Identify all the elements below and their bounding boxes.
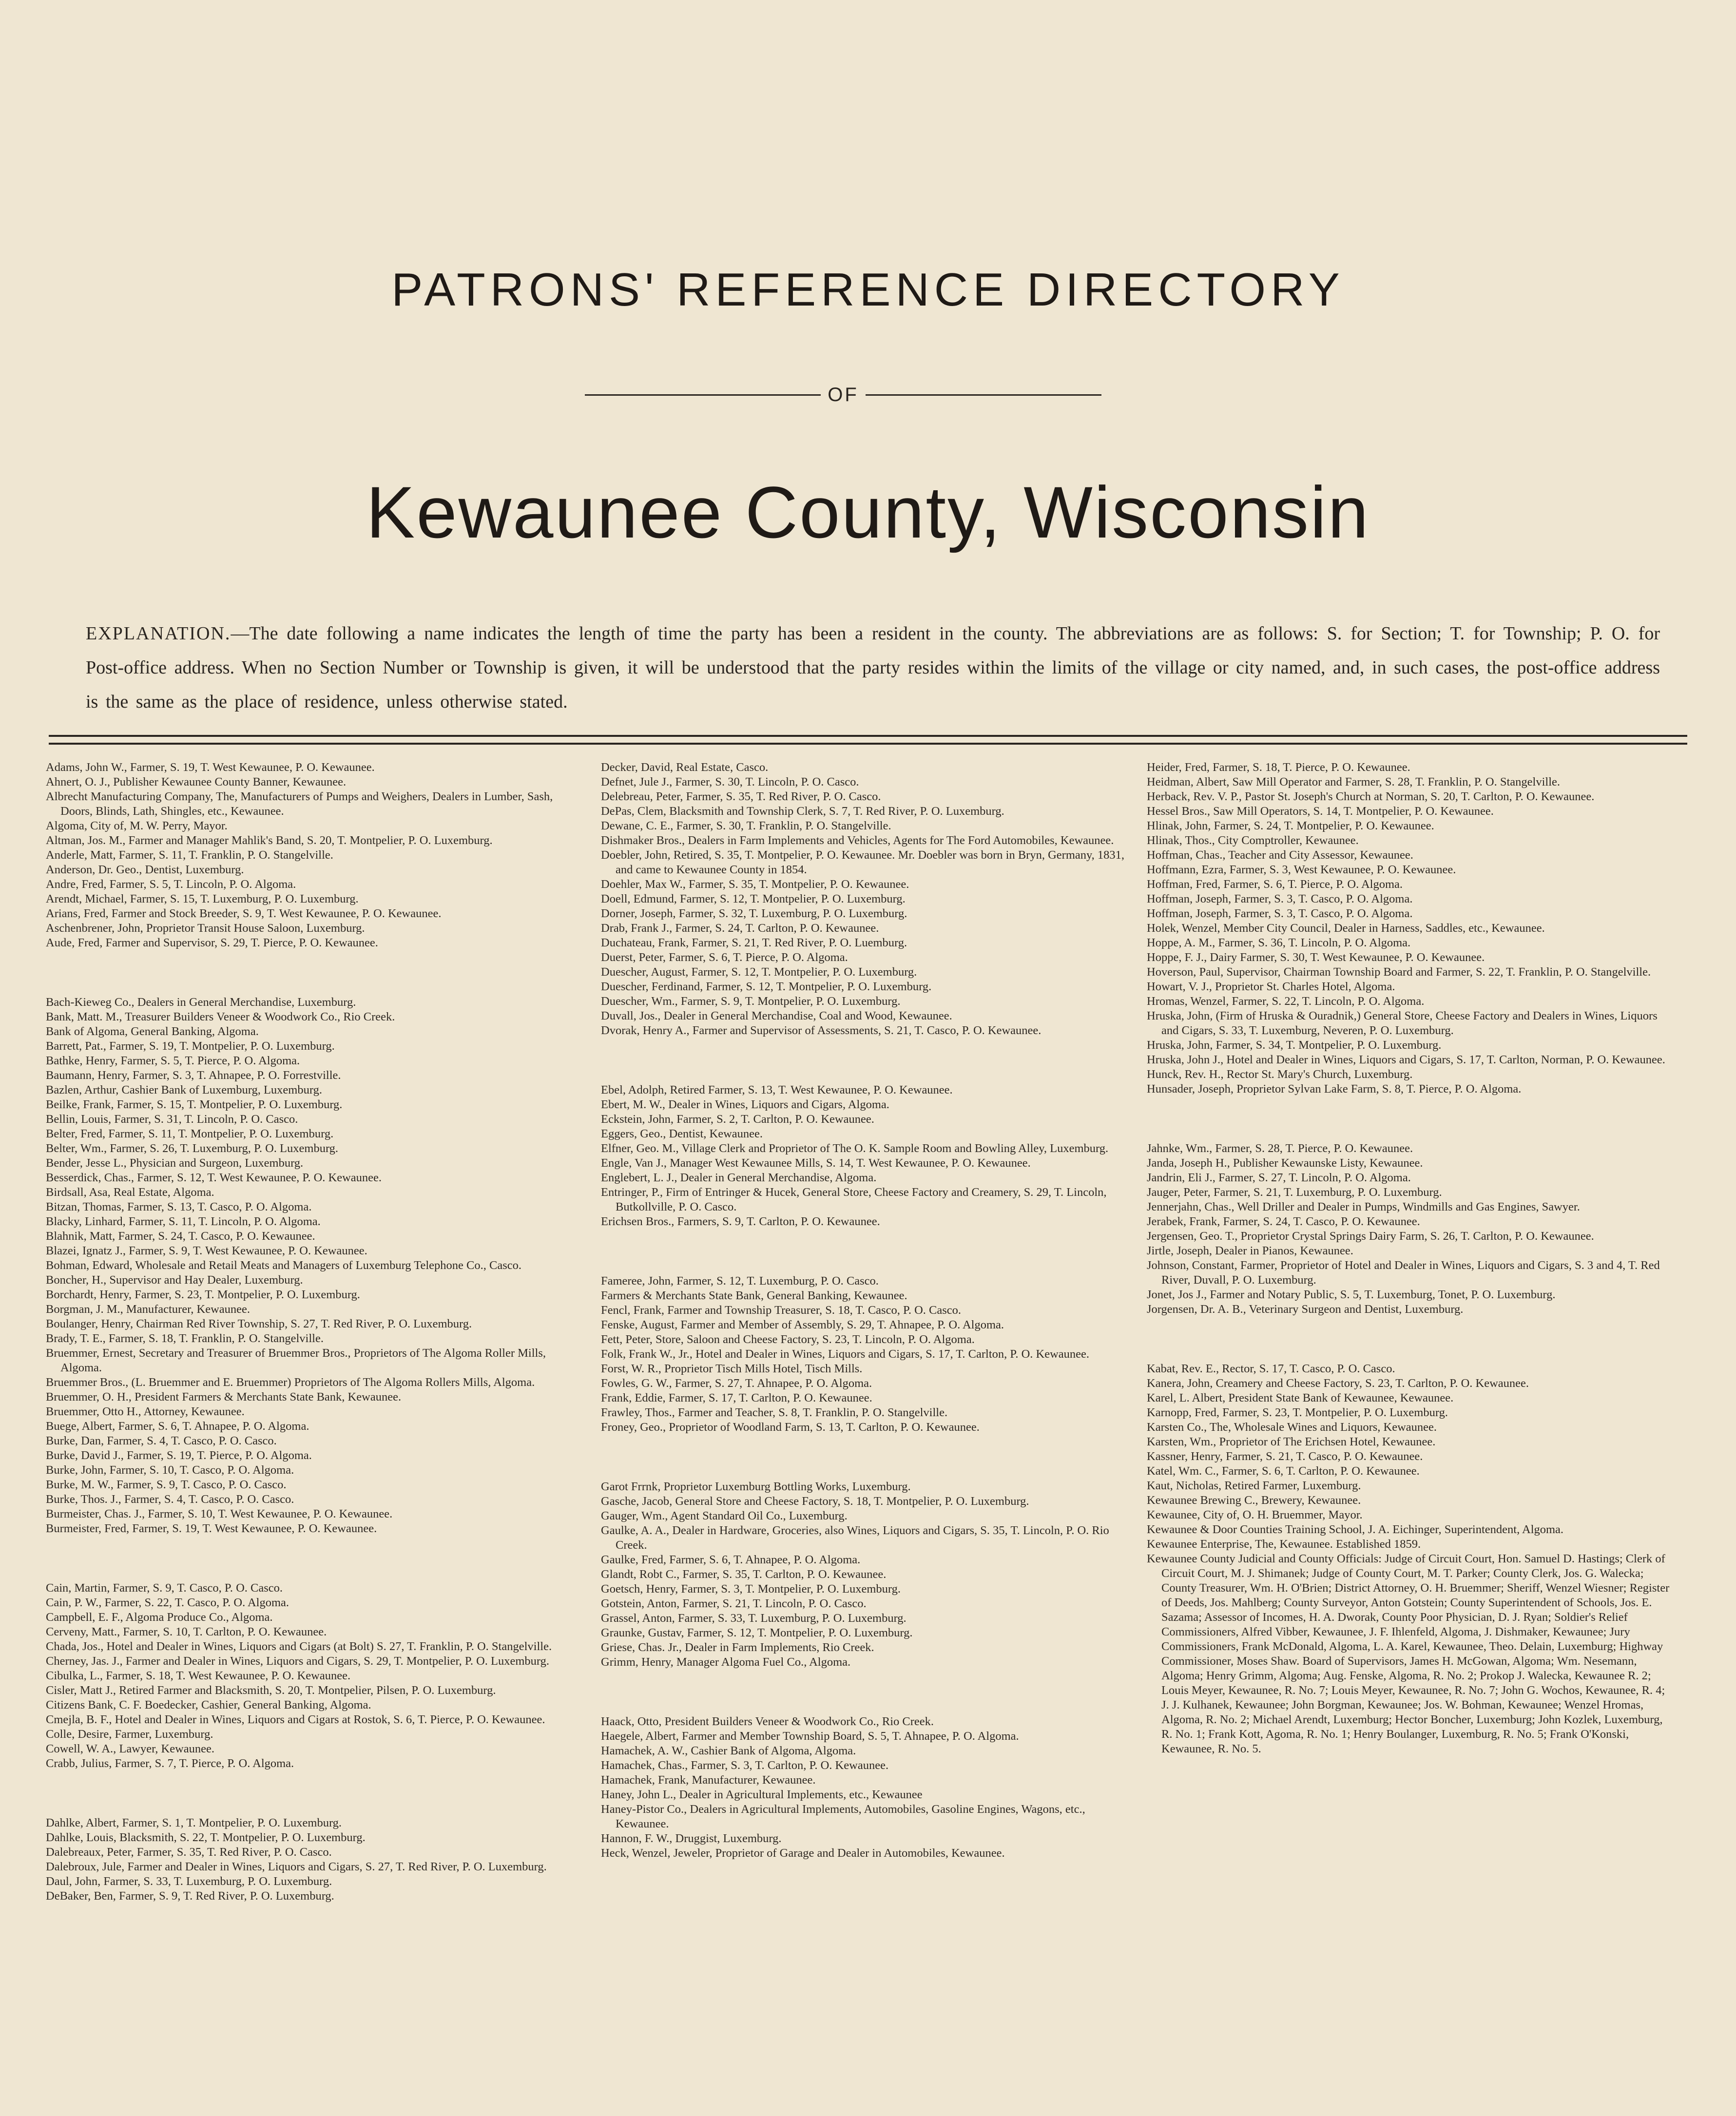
directory-column-1 [46,760,572,1948]
directory-entry: Erichsen Bros., Farmers, S. 9, T. Carlton, P. O. Kewaunee. [601,1215,880,1228]
directory-section [601,1083,1127,1229]
directory-entry: Jennerjahn, Chas., Well Driller and Dealer in Pumps, Windmills and Gas Engines, Sawyer. [1147,1200,1580,1213]
directory-entry: Buege, Albert, Farmer, S. 6, T. Ahnapee, P. O. Algoma. [46,1420,309,1433]
directory-entry: Frank, Eddie, Farmer, S. 17, T. Carlton, P. O. Kewaunee. [601,1391,872,1404]
directory-entry: Gotstein, Anton, Farmer, S. 21, T. Lincoln, P. O. Casco. [601,1597,867,1610]
directory-entry: Grassel, Anton, Farmer, S. 33, T. Luxemburg, P. O. Luxemburg. [601,1612,907,1625]
directory-entry: Dishmaker Bros., Dealers in Farm Implements and Vehicles, Agents for The Ford Automobiles, Kewaunee. [601,834,1114,847]
directory-entry: Fowles, G. W., Farmer, S. 27, T. Ahnapee, P. O. Algoma. [601,1377,872,1390]
directory-entry: Cain, P. W., Farmer, S. 22, T. Casco, P. O. Algoma. [46,1596,289,1609]
directory-entry: Cerveny, Matt., Farmer, S. 10, T. Carlton, P. O. Kewaunee. [46,1625,327,1638]
directory-entry: Hamachek, Chas., Farmer, S. 3, T. Carlton, P. O. Kewaunee. [601,1759,889,1772]
directory-entry: Ahnert, O. J., Publisher Kewaunee County Banner, Kewaunee. [46,775,347,789]
directory-entry: Duchateau, Frank, Farmer, S. 21, T. Red River, P. O. Luemburg. [601,936,907,949]
directory-entry: Howart, V. J., Proprietor St. Charles Hotel, Algoma. [1147,980,1395,993]
directory-entry: Campbell, E. F., Algoma Produce Co., Algoma. [46,1611,273,1624]
directory-entry: Daul, John, Farmer, S. 33, T. Luxemburg, P. O. Luxemburg. [46,1875,332,1888]
directory-entry: Duescher, August, Farmer, S. 12, T. Montpelier, P. O. Luxemburg. [601,965,917,979]
directory-entry: Albrecht Manufacturing Company, The, Manufacturers of Pumps and Weighers, Dealers in Lumber, Sash, Doors, Blinds, Lath, Shingles, etc., Kewaunee. [46,790,553,818]
directory-section [601,1480,1127,1670]
directory-entry: Aude, Fred, Farmer and Supervisor, S. 29, T. Pierce, P. O. Kewaunee. [46,936,378,949]
directory-entry: Engle, Van J., Manager West Kewaunee Mills, S. 14, T. West Kewaunee, P. O. Kewaunee. [601,1156,1031,1170]
directory-entry: Graunke, Gustav, Farmer, S. 12, T. Montpelier, P. O. Luxemburg. [601,1626,913,1639]
directory-entry: Bruemmer, Otto H., Attorney, Kewaunee. [46,1405,245,1418]
directory-entry: Gaulke, Fred, Farmer, S. 6, T. Ahnapee, P. O. Algoma. [601,1553,861,1566]
directory-entry: Entringer, P., Firm of Entringer & Hucek, General Store, Cheese Factory and Creamery, S. 29, T. Lincoln, Butkollville, P. O. Casco. [601,1186,1107,1213]
directory-entry: Gaulke, A. A., Dealer in Hardware, Groceries, also Wines, Liquors and Cigars, S. 35, T. Lincoln, P. O. Rio Creek. [601,1524,1109,1552]
directory-entry: DePas, Clem, Blacksmith and Township Clerk, S. 7, T. Red River, P. O. Luxemburg. [601,805,1004,818]
directory-section [1147,1141,1673,1317]
directory-entry: Duerst, Peter, Farmer, S. 6, T. Pierce, P. O. Algoma. [601,951,848,964]
directory-entry: Boncher, H., Supervisor and Hay Dealer, Luxemburg. [46,1273,303,1287]
directory-entry: Burke, David J., Farmer, S. 19, T. Pierce, P. O. Algoma. [46,1449,312,1462]
directory-entry: Anderson, Dr. Geo., Dentist, Luxemburg. [46,863,244,876]
directory-entry: Hlinak, John, Farmer, S. 24, T. Montpelier, P. O. Kewaunee. [1147,819,1434,832]
directory-entry: Bellin, Louis, Farmer, S. 31, T. Lincoln, P. O. Casco. [46,1113,298,1126]
double-rule-divider [49,735,1687,745]
directory-entry: Barrett, Pat., Farmer, S. 19, T. Montpelier, P. O. Luxemburg. [46,1039,335,1053]
directory-entry: Kewaunee & Door Counties Training School, J. A. Eichinger, Superintendent, Algoma. [1147,1523,1564,1536]
directory-entry: Jergensen, Geo. T., Proprietor Crystal Springs Dairy Farm, S. 26, T. Carlton, P. O. Kewaunee. [1147,1230,1594,1243]
directory-entry: Algoma, City of, M. W. Perry, Mayor. [46,819,228,832]
directory-entry: Folk, Frank W., Jr., Hotel and Dealer in Wines, Liquors and Cigars, S. 17, T. Carlton, P. O. Kewaunee. [601,1347,1090,1361]
directory-entry: Haney-Pistor Co., Dealers in Agricultural Implements, Automobiles, Gasoline Engines, Wagons, etc., Kewaunee. [601,1803,1085,1830]
directory-entry: Froney, Geo., Proprietor of Woodland Farm, S. 13, T. Carlton, P. O. Kewaunee. [601,1421,980,1434]
directory-entry: Hoffman, Chas., Teacher and City Assessor, Kewaunee. [1147,848,1413,862]
directory-entry: Heck, Wenzel, Jeweler, Proprietor of Garage and Dealer in Automobiles, Kewaunee. [601,1847,1005,1860]
directory-entry: Jahnke, Wm., Farmer, S. 28, T. Pierce, P. O. Kewaunee. [1147,1142,1413,1155]
directory-entry: Goetsch, Henry, Farmer, S. 3, T. Montpelier, P. O. Luxemburg. [601,1582,901,1596]
directory-entry: Bank, Matt. M., Treasurer Builders Veneer & Woodwork Co., Rio Creek. [46,1010,395,1023]
directory-entry: Fenske, August, Farmer and Member of Assembly, S. 29, T. Ahnapee, P. O. Algoma. [601,1318,1004,1331]
directory-entry: Dahlke, Louis, Blacksmith, S. 22, T. Montpelier, P. O. Luxemburg. [46,1831,366,1844]
directory-section [46,1581,572,1771]
directory-entry: Hoppe, A. M., Farmer, S. 36, T. Lincoln, P. O. Algoma. [1147,936,1411,949]
directory-entry: Hoverson, Paul, Supervisor, Chairman Township Board and Farmer, S. 22, T. Franklin, P. O. Stangelville. [1147,965,1651,979]
directory-entry: Colle, Desire, Farmer, Luxemburg. [46,1728,213,1741]
directory-section [601,1274,1127,1435]
directory-entry: Bohman, Edward, Wholesale and Retail Meats and Managers of Luxemburg Telephone Co., Casco. [46,1259,522,1272]
directory-entry: Eggers, Geo., Dentist, Kewaunee. [601,1127,763,1140]
directory-entry: Karnopp, Fred, Farmer, S. 23, T. Montpelier, P. O. Luxemburg. [1147,1406,1448,1419]
directory-entry: Fencl, Frank, Farmer and Township Treasurer, S. 18, T. Casco, P. O. Casco. [601,1304,962,1317]
directory-entry: Crabb, Julius, Farmer, S. 7, T. Pierce, P. O. Algoma. [46,1757,294,1770]
directory-entry: Glandt, Robt C., Farmer, S. 35, T. Carlton, P. O. Kewaunee. [601,1568,887,1581]
directory-entry: Blacky, Linhard, Farmer, S. 11, T. Lincoln, P. O. Algoma. [46,1215,321,1228]
directory-entry: Doell, Edmund, Farmer, S. 12, T. Montpelier, P. O. Luxemburg. [601,892,906,905]
directory-entry: Altman, Jos. M., Farmer and Manager Mahlik's Band, S. 20, T. Montpelier, P. O. Luxemburg. [46,834,493,847]
directory-entry: Hlinak, Thos., City Comptroller, Kewaunee. [1147,834,1359,847]
directory-entry: Hruska, John, Farmer, S. 34, T. Montpelier, P. O. Luxemburg. [1147,1039,1442,1052]
directory-entry: Delebreau, Peter, Farmer, S. 35, T. Red River, P. O. Casco. [601,790,881,803]
directory-entry: Heidman, Albert, Saw Mill Operator and Farmer, S. 28, T. Franklin, P. O. Stangelville. [1147,775,1561,789]
directory-entry: Frawley, Thos., Farmer and Teacher, S. 8, T. Franklin, P. O. Stangelville. [601,1406,948,1419]
directory-entry: Bathke, Henry, Farmer, S. 5, T. Pierce, P. O. Algoma. [46,1054,300,1067]
directory-entry: Haack, Otto, President Builders Veneer & Woodwork Co., Rio Creek. [601,1715,934,1728]
directory-entry: Decker, David, Real Estate, Casco. [601,761,769,774]
directory-entry: Duvall, Jos., Dealer in General Merchandise, Coal and Wood, Kewaunee. [601,1009,952,1022]
directory-entry: Bazlen, Arthur, Cashier Bank of Luxemburg, Luxemburg. [46,1083,322,1096]
directory-entry: Heider, Fred, Farmer, S. 18, T. Pierce, P. O. Kewaunee. [1147,761,1410,774]
directory-entry: Duescher, Ferdinand, Farmer, S. 12, T. Montpelier, P. O. Luxemburg. [601,980,932,993]
divider-rule-right [866,394,1101,396]
directory-entry: Griese, Chas. Jr., Dealer in Farm Implements, Rio Creek. [601,1641,874,1654]
directory-entry: Forst, W. R., Proprietor Tisch Mills Hotel, Tisch Mills. [601,1362,863,1375]
directory-entry: Jorgensen, Dr. A. B., Veterinary Surgeon and Dentist, Luxemburg. [1147,1303,1464,1316]
directory-entry: Hruska, John, (Firm of Hruska & Ouradnik,) General Store, Cheese Factory and Dealers in Wines, Liquors and Cigars, S. 33, T. Luxemburg, Neveren, P. O. Luxemburg. [1147,1009,1658,1037]
directory-entry: Borchardt, Henry, Farmer, S. 23, T. Montpelier, P. O. Luxemburg. [46,1288,360,1301]
directory-entry: Cisler, Matt J., Retired Farmer and Blacksmith, S. 20, T. Montpelier, Pilsen, P. O. Luxemburg. [46,1684,496,1697]
directory-entry: Fameree, John, Farmer, S. 12, T. Luxemburg, P. O. Casco. [601,1274,879,1288]
directory-entry: Herback, Rev. V. P., Pastor St. Joseph's Church at Norman, S. 20, T. Carlton, P. O. Kewaunee. [1147,790,1595,803]
directory-entry: Janda, Joseph H., Publisher Kewaunske Listy, Kewaunee. [1147,1156,1423,1170]
directory-entry: Arians, Fred, Farmer and Stock Breeder, S. 9, T. West Kewaunee, P. O. Kewaunee. [46,907,442,920]
directory-entry: Kanera, John, Creamery and Cheese Factory, S. 23, T. Carlton, P. O. Kewaunee. [1147,1377,1529,1390]
directory-entry: Johnson, Constant, Farmer, Proprietor of Hotel and Dealer in Wines, Liquors and Cigars, S. 3 and 4, T. Red River, Duvall, P. O. Luxemburg. [1147,1259,1660,1287]
directory-entry: Burmeister, Chas. J., Farmer, S. 10, T. West Kewaunee, P. O. Kewaunee. [46,1507,393,1520]
explanation-lead: EXPLANATION. [86,623,231,644]
directory-entry: Kewaunee Brewing C., Brewery, Kewaunee. [1147,1494,1361,1507]
directory-entry: Birdsall, Asa, Real Estate, Algoma. [46,1186,214,1199]
directory-section [601,760,1127,1038]
directory-entry: Cmejla, B. F., Hotel and Dealer in Wines, Liquors and Cigars at Rostok, S. 6, T. Pierce, P. O. Kewaunee. [46,1713,545,1726]
directory-entry: Borgman, J. M., Manufacturer, Kewaunee. [46,1303,251,1316]
directory-entry: Hamachek, A. W., Cashier Bank of Algoma, Algoma. [601,1744,856,1757]
directory-section [46,995,572,1536]
directory-entry: Citizens Bank, C. F. Boedecker, Cashier, General Banking, Algoma. [46,1698,371,1712]
explanation-text: —The date following a name indicates the length of time the party has been a resident in the county. The abbreviations are as follows: S. for Section; T. for Township; P. O. for Post-office address. When no Section Number or Township is given, it will be understood that the party resides within the limits of the village or city named, and, in such cases, the post-office address is the same as the place of residence, unless otherwise stated. [86,623,1660,712]
directory-entry: Bender, Jesse L., Physician and Surgeon, Luxemburg. [46,1156,304,1170]
directory-entry: Burke, Dan, Farmer, S. 4, T. Casco, P. O. Casco. [46,1434,277,1447]
directory-entry: Doehler, Max W., Farmer, S. 35, T. Montpelier, P. O. Kewaunee. [601,878,909,891]
directory-entry: Bank of Algoma, General Banking, Algoma. [46,1025,259,1038]
directory-entry: Hoffman, Joseph, Farmer, S. 3, T. Casco, P. O. Algoma. [1147,907,1413,920]
directory-entry: Bitzan, Thomas, Farmer, S. 13, T. Casco, P. O. Algoma. [46,1200,312,1213]
directory-entry: Hromas, Wenzel, Farmer, S. 22, T. Lincoln, P. O. Algoma. [1147,995,1425,1008]
directory-entry: Bruemmer Bros., (L. Bruemmer and E. Bruemmer) Proprietors of The Algoma Rollers Mills, Algoma. [46,1376,535,1389]
of-label: OF [828,384,859,405]
directory-entry: Cibulka, L., Farmer, S. 18, T. West Kewaunee, P. O. Kewaunee. [46,1669,351,1682]
directory-entry: Dalebreaux, Peter, Farmer, S. 35, T. Red River, P. O. Casco. [46,1846,332,1859]
directory-entry: Eckstein, John, Farmer, S. 2, T. Carlton, P. O. Kewaunee. [601,1113,874,1126]
directory-entry: Burke, Thos. J., Farmer, S. 4, T. Casco, P. O. Casco. [46,1493,294,1506]
directory-entry: Dewane, C. E., Farmer, S. 30, T. Franklin, P. O. Stangelville. [601,819,891,832]
directory-entry: Jonet, Jos J., Farmer and Notary Public, S. 5, T. Luxemburg, Tonet, P. O. Luxemburg. [1147,1288,1556,1301]
directory-entry: Dahlke, Albert, Farmer, S. 1, T. Montpelier, P. O. Luxemburg. [46,1816,342,1829]
directory-entry: Burmeister, Fred, Farmer, S. 19, T. West Kewaunee, P. O. Kewaunee. [46,1522,377,1535]
directory-entry: Karsten, Wm., Proprietor of The Erichsen Hotel, Kewaunee. [1147,1435,1436,1448]
directory-entry: Andre, Fred, Farmer, S. 5, T. Lincoln, P. O. Algoma. [46,878,296,891]
directory-entry: Kaut, Nicholas, Retired Farmer, Luxemburg. [1147,1479,1361,1492]
directory-entry: Bach-Kieweg Co., Dealers in General Merchandise, Luxemburg. [46,996,356,1009]
directory-entry: Farmers & Merchants State Bank, General Banking, Kewaunee. [601,1289,907,1302]
county-title: Kewaunee County, Wisconsin [366,471,1370,553]
directory-entry: Kewaunee Enterprise, The, Kewaunee. Established 1859. [1147,1538,1421,1551]
directory-entry: Cain, Martin, Farmer, S. 9, T. Casco, P. O. Casco. [46,1581,283,1595]
directory-entry: Anderle, Matt, Farmer, S. 11, T. Franklin, P. O. Stangelville. [46,848,333,862]
directory-entry: Holek, Wenzel, Member City Council, Dealer in Harness, Saddles, etc., Kewaunee. [1147,922,1545,935]
directory-section [1147,1362,1673,1756]
directory-entry: Jandrin, Eli J., Farmer, S. 27, T. Lincoln, P. O. Algoma. [1147,1171,1411,1184]
directory-entry: Dorner, Joseph, Farmer, S. 32, T. Luxemburg, P. O. Luxemburg. [601,907,907,920]
directory-section [46,1816,572,1904]
directory-entry: Adams, John W., Farmer, S. 19, T. West Kewaunee, P. O. Kewaunee. [46,761,375,774]
directory-entry: Hoffman, Fred, Farmer, S. 6, T. Pierce, P. O. Algoma. [1147,878,1403,891]
directory-entry: Haegele, Albert, Farmer and Member Township Board, S. 5, T. Ahnapee, P. O. Algoma. [601,1730,1019,1743]
directory-entry: Karsten Co., The, Wholesale Wines and Liquors, Kewaunee. [1147,1421,1437,1434]
directory-entry: Hoffmann, Ezra, Farmer, S. 3, West Kewaunee, P. O. Kewaunee. [1147,863,1456,876]
directory-section [601,1714,1127,1861]
directory-entry: Kewaunee County Judicial and County Officials: Judge of Circuit Court, Hon. Samuel D. Hastings; Clerk of Circuit Court, M. J. Shimanek; Judge of County Court, M. T. Parker; County Clerk, Jos. G. Walecka; County Treasurer, Wm. H. O'Brien; District Attorney, O. H. Bruemmer; Sheriff, Wenzel Wiesner; Register of Deeds, Jos. Mahlberg; County Surveyor, Anton Gotstein; County Superintendent of Schools, Jos. E. Sazama; Assessor of Incomes, H. A. Dworak, County Poor Physician, D. J. Ryan; Soldier's Relief Commissioners, Alfred Vibber, Kewaunee, J. F. Ihlenfeld, Algoma, J. Dishmaker, Kewaunee; Jury Commissioners, Frank McDonald, Algoma, L. A. Karel, Kewaunee, Theo. Delain, Luxemburg; Highway Commissioner, Moses Shaw. Board of Supervisors, James H. McGowan, Algoma; Wm. Nesemann, Algoma; Henry Grimm, Algoma; Aug. Fenske, Algoma, R. No. 2; Prokop J. Walecka, Kewaunee R. 2; Louis Meyer, Kewaunee, R. No. 7; Louis Meyer, Kewaunee, R. No. 7; John G. Wochos, Kewaunee, R. 4; J. J. Kulhanek, Kewaunee; John Borgman, Kewaunee; Jos. W. Bohman, Kewaunee; Wenzel Hromas, Algoma, R. No. 2; Michael Arendt, Luxemburg; Hector Boncher, Luxemburg; John Kozlek, Luxemburg, R. No. 1; Frank Kott, Agoma, R. No. 1; Henry Boulanger, Luxemburg, R. No. 5; Frank O'Konski, Kewaunee, R. No. 5. [1147,1552,1670,1755]
directory-entry: Hunck, Rev. H., Rector St. Mary's Church, Luxemburg. [1147,1068,1413,1081]
directory-entry: Kabat, Rev. E., Rector, S. 17, T. Casco, P. O. Casco. [1147,1362,1395,1375]
directory-entry: Aschenbrener, John, Proprietor Transit House Saloon, Luxemburg. [46,922,365,935]
directory-entry: Elfner, Geo. M., Village Clerk and Proprietor of The O. K. Sample Room and Bowling Alley, Luxemburg. [601,1142,1109,1155]
directory-entry: Cherney, Jas. J., Farmer and Dealer in Wines, Liquors and Cigars, S. 29, T. Montpelier, P. O. Luxemburg. [46,1654,549,1668]
directory-entry: Grimm, Henry, Manager Algoma Fuel Co., Algoma. [601,1655,851,1669]
directory-entry: Katel, Wm. C., Farmer, S. 6, T. Carlton, P. O. Kewaunee. [1147,1464,1420,1478]
directory-entry: Jirtle, Joseph, Dealer in Pianos, Kewaunee. [1147,1244,1353,1257]
directory-entry: Drab, Frank J., Farmer, S. 24, T. Carlton, P. O. Kewaunee. [601,922,879,935]
directory-entry: Cowell, W. A., Lawyer, Kewaunee. [46,1742,215,1755]
divider-rule-left [585,394,821,396]
directory-entry: Boulanger, Henry, Chairman Red River Township, S. 27, T. Red River, P. O. Luxemburg. [46,1317,472,1330]
directory-entry: Kassner, Henry, Farmer, S. 21, T. Casco, P. O. Kewaunee. [1147,1450,1423,1463]
directory-column-2 [601,760,1127,1905]
directory-entry: Hessel Bros., Saw Mill Operators, S. 14, T. Montpelier, P. O. Kewaunee. [1147,805,1494,818]
directory-entry: Garot Frrnk, Proprietor Luxemburg Bottling Works, Luxemburg. [601,1480,911,1493]
directory-entry: Baumann, Henry, Farmer, S. 3, T. Ahnapee, P. O. Forrestville. [46,1069,341,1082]
directory-entry: Karel, L. Albert, President State Bank of Kewaunee, Kewaunee. [1147,1391,1454,1404]
directory-entry: Hannon, F. W., Druggist, Luxemburg. [601,1832,782,1845]
directory-entry: Hoffman, Joseph, Farmer, S. 3, T. Casco, P. O. Algoma. [1147,892,1413,905]
directory-section [1147,760,1673,1096]
directory-entry: Jauger, Peter, Farmer, S. 21, T. Luxemburg, P. O. Luxemburg. [1147,1186,1442,1199]
directory-entry: Brady, T. E., Farmer, S. 18, T. Franklin, P. O. Stangelville. [46,1332,324,1345]
directory-entry: Gasche, Jacob, General Store and Cheese Factory, S. 18, T. Montpelier, P. O. Luxemburg. [601,1495,1029,1508]
directory-entry: Hunsader, Joseph, Proprietor Sylvan Lake Farm, S. 8, T. Pierce, P. O. Algoma. [1147,1082,1522,1096]
directory-entry: Hruska, John J., Hotel and Dealer in Wines, Liquors and Cigars, S. 17, T. Carlton, Norman, P. O. Kewaunee. [1147,1053,1665,1066]
directory-entry: Kewaunee, City of, O. H. Bruemmer, Mayor. [1147,1508,1363,1521]
directory-entry: Duescher, Wm., Farmer, S. 9, T. Montpelier, P. O. Luxemburg. [601,995,901,1008]
directory-entry: Belter, Fred, Farmer, S. 11, T. Montpelier, P. O. Luxemburg. [46,1127,334,1140]
directory-entry: Besserdick, Chas., Farmer, S. 12, T. West Kewaunee, P. O. Kewaunee. [46,1171,382,1184]
directory-entry: Arendt, Michael, Farmer, S. 15, T. Luxemburg, P. O. Luxemburg. [46,892,359,905]
directory-entry: Bruemmer, O. H., President Farmers & Merchants State Bank, Kewaunee. [46,1390,402,1404]
directory-entry: Dvorak, Henry A., Farmer and Supervisor of Assessments, S. 21, T. Casco, P. O. Kewaunee. [601,1024,1042,1037]
of-divider [585,380,1101,409]
directory-entry: Fett, Peter, Store, Saloon and Cheese Factory, S. 23, T. Lincoln, P. O. Algoma. [601,1333,975,1346]
explanation-paragraph [86,616,1660,719]
directory-entry: Chada, Jos., Hotel and Dealer in Wines, Liquors and Cigars (at Bolt) S. 27, T. Franklin, P. O. Stangelville. [46,1640,552,1653]
directory-entry: Blahnik, Matt, Farmer, S. 24, T. Casco, P. O. Kewaunee. [46,1230,315,1243]
directory-entry: Gauger, Wm., Agent Standard Oil Co., Luxemburg. [601,1509,848,1522]
directory-entry: Haney, John L., Dealer in Agricultural Implements, etc., Kewaunee [601,1788,923,1801]
directory-entry: Hoppe, F. J., Dairy Farmer, S. 30, T. West Kewaunee, P. O. Kewaunee. [1147,951,1485,964]
directory-entry: Hamachek, Frank, Manufacturer, Kewaunee. [601,1773,816,1787]
directory-entry: Beilke, Frank, Farmer, S. 15, T. Montpelier, P. O. Luxemburg. [46,1098,343,1111]
directory-entry: Burke, John, Farmer, S. 10, T. Casco, P. O. Algoma. [46,1463,294,1477]
directory-entry: Ebel, Adolph, Retired Farmer, S. 13, T. West Kewaunee, P. O. Kewaunee. [601,1083,953,1096]
directory-entry: Ebert, M. W., Dealer in Wines, Liquors and Cigars, Algoma. [601,1098,889,1111]
directory-entry: Jerabek, Frank, Farmer, S. 24, T. Casco, P. O. Kewaunee. [1147,1215,1420,1228]
directory-column-3 [1147,760,1673,1801]
directory-section [46,760,572,950]
directory-entry: Englebert, L. J., Dealer in General Merchandise, Algoma. [601,1171,877,1184]
directory-entry: Burke, M. W., Farmer, S. 9, T. Casco, P. O. Casco. [46,1478,287,1491]
directory-entry: Blazei, Ignatz J., Farmer, S. 9, T. West Kewaunee, P. O. Kewaunee. [46,1244,367,1257]
directory-title: PATRONS' REFERENCE DIRECTORY [391,264,1345,316]
directory-entry: Dalebroux, Jule, Farmer and Dealer in Wines, Liquors and Cigars, S. 27, T. Red River, P. O. Luxemburg. [46,1860,547,1873]
directory-entry: Defnet, Jule J., Farmer, S. 30, T. Lincoln, P. O. Casco. [601,775,859,789]
directory-entry: Bruemmer, Ernest, Secretary and Treasurer of Bruemmer Bros., Proprietors of The Algoma Roller Mills, Algoma. [46,1347,546,1374]
directory-entry: Doebler, John, Retired, S. 35, T. Montpelier, P. O. Kewaunee. Mr. Doebler was born in Bryn, Germany, 1831, and came to Kewaunee County in 1854. [601,848,1125,876]
directory-entry: Belter, Wm., Farmer, S. 26, T. Luxemburg, P. O. Luxemburg. [46,1142,339,1155]
directory-entry: DeBaker, Ben, Farmer, S. 9, T. Red River, P. O. Luxemburg. [46,1889,334,1903]
